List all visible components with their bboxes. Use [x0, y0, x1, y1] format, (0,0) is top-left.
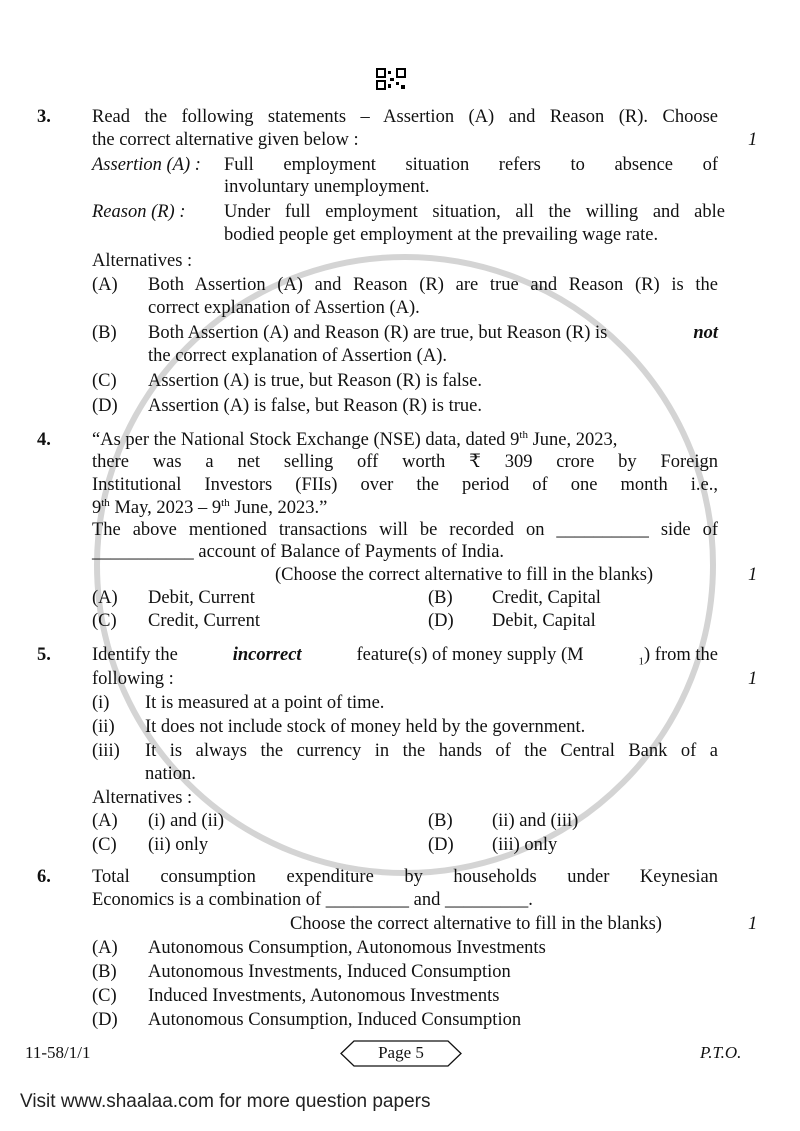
- option-a: Debit, Current: [148, 588, 255, 608]
- option-a: correct explanation of Assertion (A).: [148, 298, 420, 318]
- question-text: Read the following statements – Assertion (A) and Reason (R). Choose: [92, 107, 718, 127]
- assertion-text: involuntary unemployment.: [224, 177, 430, 197]
- item-text: It does not include stock of money held by the government.: [145, 717, 586, 737]
- question-text: there was a net selling off worth ₹ 309 crore by Foreign: [92, 452, 718, 472]
- question-number: 4.: [37, 430, 51, 450]
- option-key: (C): [92, 835, 117, 855]
- superscript: th: [519, 428, 528, 441]
- option-c: Credit, Current: [148, 611, 261, 631]
- qr-code-icon: [376, 68, 406, 90]
- marks: 1: [748, 130, 758, 150]
- reason-label: Reason (R) :: [92, 202, 186, 222]
- instruction: Choose the correct alternative to fill in the blanks): [290, 914, 662, 934]
- text: June, 2023.”: [229, 498, 328, 518]
- option-key: (B): [428, 811, 453, 831]
- text: ) from the: [644, 645, 718, 665]
- question-number: 5.: [37, 645, 51, 665]
- option-a: Both Assertion (A) and Reason (R) are true and Reason (R) is the: [148, 275, 718, 295]
- item-key: (i): [92, 693, 110, 713]
- option-a: Autonomous Consumption, Autonomous Investments: [148, 938, 546, 958]
- option-key: (A): [92, 938, 118, 958]
- instruction: (Choose the correct alternative to fill in the blanks): [275, 565, 654, 585]
- question-text: [92, 497, 327, 519]
- question-text: ___________ account of Balance of Payments of India.: [92, 542, 505, 562]
- superscript: th: [221, 496, 230, 509]
- option-key: (A): [92, 275, 118, 295]
- option-b: the correct explanation of Assertion (A).: [148, 346, 447, 366]
- question-text: Total consumption expenditure by households under Keynesian: [92, 867, 718, 887]
- alternatives-label: Alternatives :: [92, 788, 193, 808]
- emphasis: not: [693, 323, 718, 343]
- text: 9: [92, 498, 102, 518]
- option-d: Autonomous Consumption, Induced Consumption: [148, 1010, 522, 1030]
- question-text: [92, 644, 718, 666]
- item-text: It is measured at a point of time.: [145, 693, 385, 713]
- option-b: Autonomous Investments, Induced Consumption: [148, 962, 511, 982]
- option-text: Both Assertion (A) and Reason (R) are true, but Reason (R) is: [148, 323, 608, 343]
- option-c: Assertion (A) is true, but Reason (R) is false.: [148, 371, 482, 391]
- alternatives-label: Alternatives :: [92, 251, 193, 271]
- text: feature(s) of money supply (M: [356, 645, 584, 665]
- option-d: Assertion (A) is false, but Reason (R) is true.: [148, 396, 482, 416]
- question-text: The above mentioned transactions will be recorded on __________ side of: [92, 520, 718, 540]
- marks: 1: [748, 669, 758, 689]
- text: June, 2023,: [527, 430, 618, 450]
- item-key: (ii): [92, 717, 115, 737]
- assertion-label: Assertion (A) :: [92, 155, 201, 175]
- paper-code: 11-58/1/1: [25, 1043, 91, 1062]
- option-key: (C): [92, 611, 117, 631]
- option-key: (A): [92, 811, 118, 831]
- subscript: 1: [638, 655, 644, 668]
- text: May, 2023 – 9: [109, 498, 222, 518]
- option-key: (B): [92, 962, 117, 982]
- pto-label: P.T.O.: [700, 1043, 742, 1062]
- option-key: (B): [92, 323, 117, 343]
- option-key: (C): [92, 371, 117, 391]
- assertion-text: Full employment situation refers to absence of: [224, 155, 718, 175]
- question-text: Institutional Investors (FIIs) over the period of one month i.e.,: [92, 475, 718, 495]
- superscript: th: [101, 496, 110, 509]
- question-text: [92, 429, 718, 451]
- question-text: Economics is a combination of _________ and _________.: [92, 890, 533, 910]
- question-number: 3.: [37, 107, 51, 127]
- question-number: 6.: [37, 867, 51, 887]
- question-text: the correct alternative given below :: [92, 130, 359, 150]
- reason-text: Under full employment situation, all the willing and able: [224, 202, 725, 222]
- text: “As per the National Stock Exchange (NSE) data, dated 9: [92, 430, 520, 450]
- option-key: (D): [92, 396, 118, 416]
- emphasis: incorrect: [232, 645, 302, 665]
- marks: 1: [748, 914, 758, 934]
- option-b: [148, 322, 718, 344]
- page-number: Page 5: [378, 1043, 424, 1062]
- option-b: Credit, Capital: [492, 588, 601, 608]
- question-text: following :: [92, 669, 174, 689]
- option-key: (C): [92, 986, 117, 1006]
- option-key: (D): [428, 835, 454, 855]
- item-text: nation.: [145, 764, 196, 784]
- option-d: Debit, Capital: [492, 611, 596, 631]
- option-c: Induced Investments, Autonomous Investments: [148, 986, 500, 1006]
- website-notice: Visit www.shaalaa.com for more question papers: [20, 1091, 431, 1112]
- item-text: It is always the currency in the hands of the Central Bank of a: [145, 741, 718, 761]
- reason-text: bodied people get employment at the prevailing wage rate.: [224, 225, 659, 245]
- marks: 1: [748, 565, 758, 585]
- option-b: (ii) and (iii): [492, 811, 579, 831]
- option-a: (i) and (ii): [148, 811, 225, 831]
- option-key: (D): [92, 1010, 118, 1030]
- option-c: (ii) only: [148, 835, 209, 855]
- item-key: (iii): [92, 741, 120, 761]
- option-key: (A): [92, 588, 118, 608]
- text: Identify the: [92, 645, 178, 665]
- option-key: (B): [428, 588, 453, 608]
- option-key: (D): [428, 611, 454, 631]
- option-d: (iii) only: [492, 835, 558, 855]
